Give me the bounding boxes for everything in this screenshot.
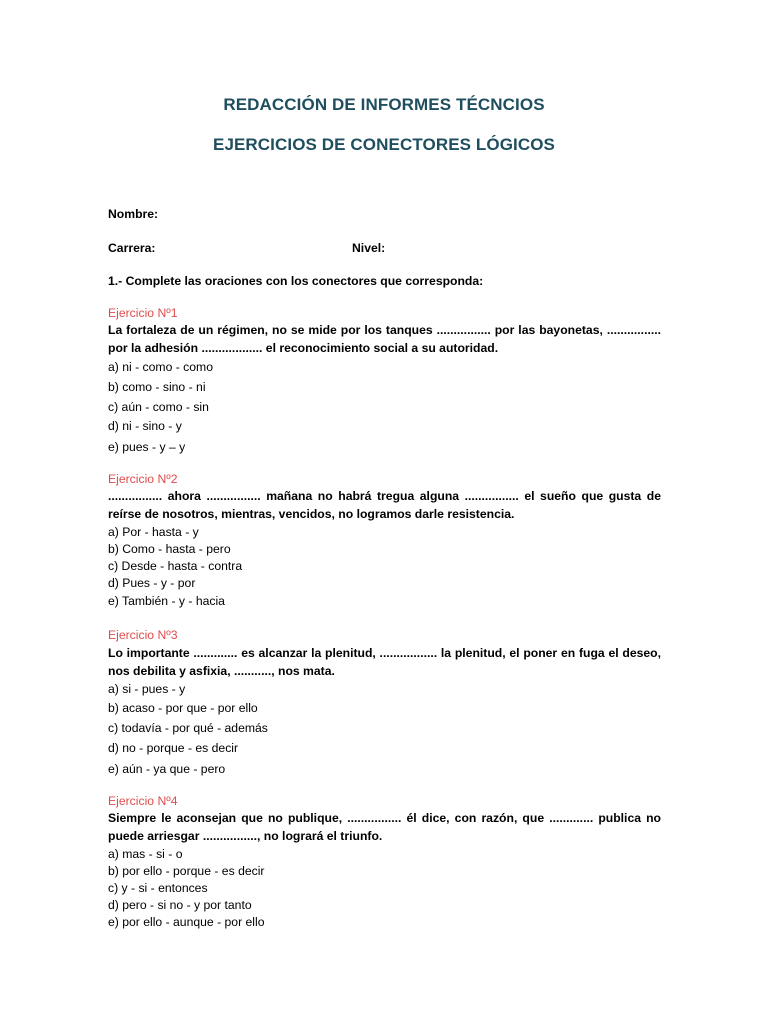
exercise-3-option-b: b) acaso - por que - por ello — [108, 701, 258, 715]
exercise-4-option-b: b) por ello - porque - es decir — [108, 864, 265, 878]
exercise-1-option-a: a) ni - como - como — [108, 360, 213, 374]
exercise-4-title: Ejercicio Nº4 — [108, 794, 178, 808]
exercise-2-title: Ejercicio Nº2 — [108, 472, 178, 486]
exercise-1-title: Ejercicio Nº1 — [108, 306, 178, 320]
exercise-2-text: ................ ahora ................ mañana no habrá tregua alguna ................ el sueño que gusta de reírse de nosotros, mientras, vencidos, no logramos darle resistencia. — [108, 489, 661, 521]
document-subtitle: EJERCICIOS DE CONECTORES LÓGICOS — [213, 135, 555, 154]
exercise-4-option-e: e) por ello - aunque - por ello — [108, 915, 265, 929]
exercise-1-option-e: e) pues - y – y — [108, 440, 186, 454]
nombre-label: Nombre: — [108, 207, 159, 221]
exercise-1-text: La fortaleza de un régimen, no se mide por los tanques ................ por las bayonetas, ................ por la adhesión .................. el reconocimiento social a su autoridad. — [108, 323, 661, 355]
exercise-2-option-a: a) Por - hasta - y — [108, 525, 199, 539]
exercise-3-option-e: e) aún - ya que - pero — [108, 762, 226, 776]
exercise-4-option-d: d) pero - si no - y por tanto — [108, 898, 252, 912]
exercise-1-option-b: b) como - sino - ni — [108, 380, 206, 394]
exercise-1-option-c: c) aún - como - sin — [108, 400, 209, 414]
exercise-3-option-c: c) todavía - por qué - además — [108, 721, 268, 735]
exercise-3-option-a: a) si - pues - y — [108, 682, 186, 696]
instruction-text: 1.- Complete las oraciones con los conectores que corresponda: — [108, 274, 484, 288]
exercise-2-option-b: b) Como - hasta - pero — [108, 542, 231, 556]
document-title: REDACCIÓN DE INFORMES TÉCNCIOS — [223, 95, 545, 114]
exercise-2-option-d: d) Pues - y - por — [108, 576, 196, 590]
exercise-3-title: Ejercicio Nº3 — [108, 628, 178, 642]
exercise-1-option-d: d) ni - sino - y — [108, 419, 182, 433]
exercise-4-option-c: c) y - si - entonces — [108, 881, 208, 895]
carrera-label: Carrera: — [108, 241, 156, 255]
exercise-3-text: Lo importante ............. es alcanzar la plenitud, ................. la plenitud, el poner en fuga el deseo, nos debilita y asfixia, ..........., nos mata. — [108, 646, 661, 678]
nivel-label: Nivel: — [352, 241, 386, 255]
exercise-4-option-a: a) mas - si - o — [108, 847, 183, 861]
exercise-2-option-c: c) Desde - hasta - contra — [108, 559, 243, 573]
exercise-3-option-d: d) no - porque - es decir — [108, 741, 239, 755]
exercise-4-text: Siempre le aconsejan que no publique, ................ él dice, con razón, que ............. publica no puede arriesgar ................, no logrará el triunfo. — [108, 811, 661, 843]
exercise-2-option-e: e) También - y - hacia — [108, 594, 225, 608]
